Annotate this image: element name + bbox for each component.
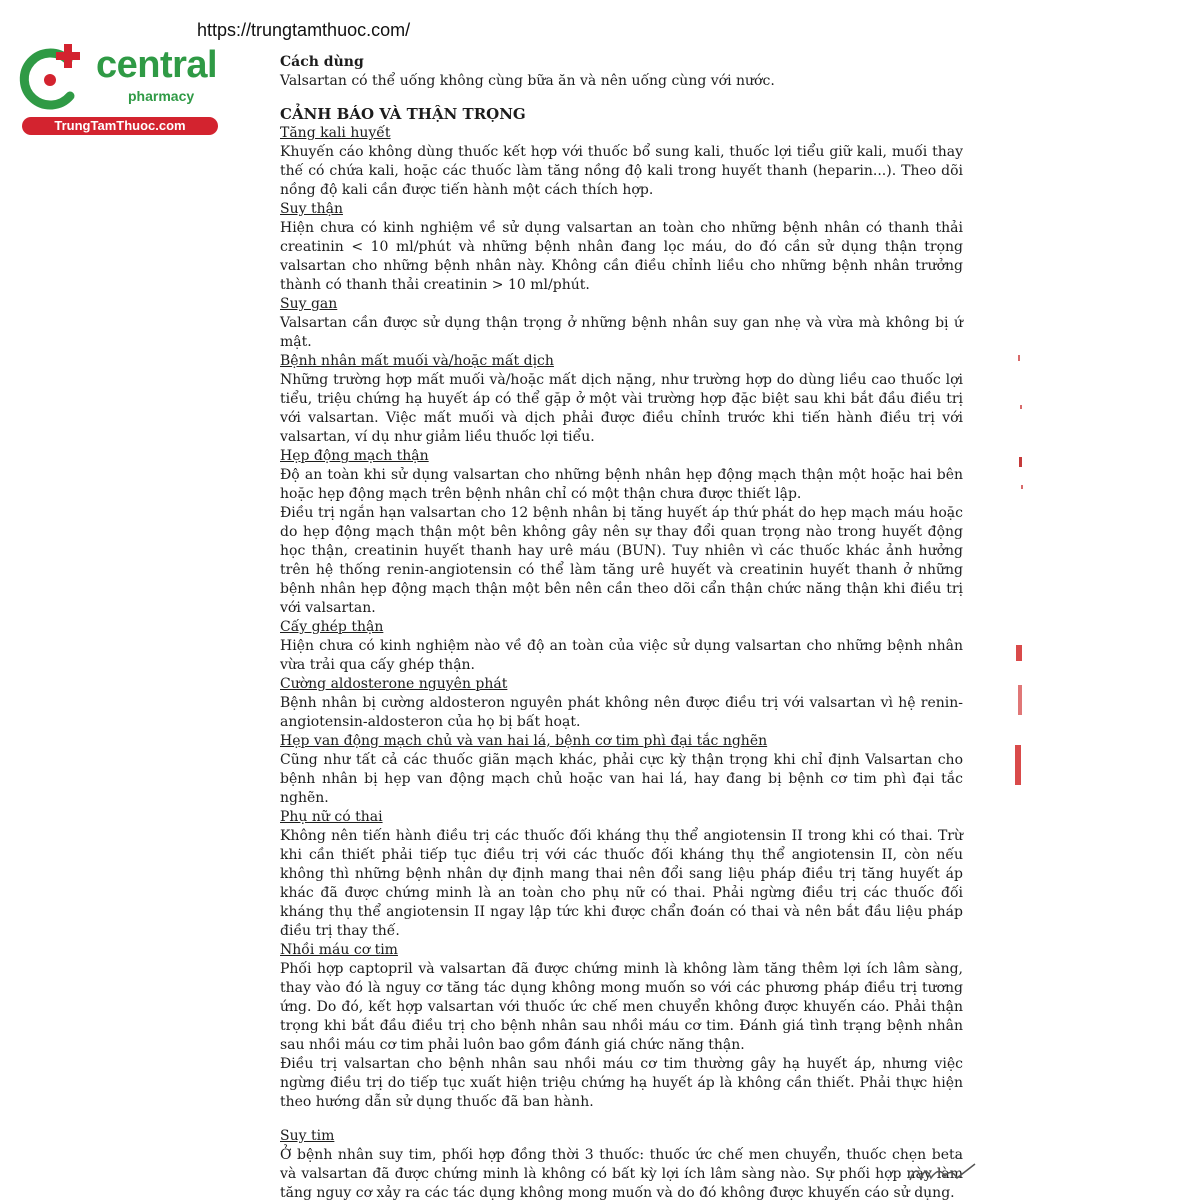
section-heading: Bệnh nhân mất muối và/hoặc mất dịch <box>280 353 554 369</box>
section-paragraph: Hiện chưa có kinh nghiệm nào về độ an toàn của việc sử dụng valsartan cho những bệnh nhân vừa trải qua cấy ghép thận. <box>280 638 963 673</box>
section-paragraph: Phối hợp captopril và valsartan đã được chứng minh là không làm tăng thêm lợi ích lâm sàng, thay vào đó là nguy cơ tăng tác dụng không mong muốn so với các phương pháp điều trị tương ứng. Do đó, kết hợp valsartan với thuốc ức chế men chuyển không được khuyến cáo. Phải thận trọng khi bắt đầu điều trị cho bệnh nhân sau nhồi máu cơ tim. Đánh giá tình trạng bệnh nhân sau nhồi máu cơ tim phải luôn bao gồm đánh giá chức năng thận. <box>280 961 963 1053</box>
section-heading: Suy tim <box>280 1128 335 1144</box>
brand-badge: TrungTamThuoc.com <box>22 117 218 135</box>
document-body <box>280 53 963 1203</box>
pharmacy-cross-logo-icon <box>10 38 90 118</box>
section-paragraph: Ở bệnh nhân suy tim, phối hợp đồng thời 3 thuốc: thuốc ức chế men chuyển, thuốc chẹn beta và valsartan đã được chứng minh là không có bất kỳ lợi ích lâm sàng nào. Sự phối hợp này làm tăng nguy cơ xảy ra các tác dụng không mong muốn và do đó không được khuyến cáo sử dụng. <box>280 1147 963 1201</box>
section-paragraph: Không nên tiến hành điều trị các thuốc đối kháng thụ thể angiotensin II trong khi có thai. Trừ khi cần thiết phải tiếp tục điều trị với các thuốc đối kháng thụ thể angiotensin II, còn nếu không thì những bệnh nhân dự định mang thai nên đổi sang liệu pháp điều trị tăng huyết áp khác đã được chứng minh là an toàn cho phụ nữ có thai. Phải ngừng điều trị các thuốc đối kháng thụ thể angiotensin II ngay lập tức khi được chẩn đoán có thai và nên bắt đầu liệu pháp điều trị thay thế. <box>280 828 963 939</box>
handwritten-signature <box>905 1158 985 1188</box>
section-paragraph: Hiện chưa có kinh nghiệm về sử dụng valsartan an toàn cho những bệnh nhân có thanh thải creatinin < 10 ml/phút và những bệnh nhân đang lọc máu, do đó cần sử dụng thận trọng valsartan cho những bệnh nhân này. Không cần điều chỉnh liều cho những bệnh nhân trưởng thành có thanh thải creatinin > 10 ml/phút. <box>280 220 963 293</box>
section-paragraph: Valsartan cần được sử dụng thận trọng ở những bệnh nhân suy gan nhẹ và vừa mà không bị ứ mật. <box>280 315 963 350</box>
section-heading: Cấy ghép thận <box>280 619 384 635</box>
central-pharmacy-logo[interactable] <box>10 38 218 138</box>
source-url[interactable]: https://trungtamthuoc.com/ <box>197 20 411 40</box>
section-heading: Nhồi máu cơ tim <box>280 942 398 958</box>
section-heading: Phụ nữ có thai <box>280 809 383 825</box>
brand-subtitle: pharmacy <box>128 88 195 104</box>
red-stamp-edge <box>1012 345 1032 795</box>
usage-title: Cách dùng <box>280 54 364 70</box>
section-paragraph: Độ an toàn khi sử dụng valsartan cho những bệnh nhân hẹp động mạch thận một hoặc hai bên hoặc hẹp động mạch trên bệnh nhân chỉ có một thận chưa được thiết lập. <box>280 467 963 502</box>
warning-title: CẢNH BÁO VÀ THẬN TRỌNG <box>280 105 526 123</box>
section-heading: Tăng kali huyết <box>280 125 391 141</box>
section-heading: Cường aldosterone nguyên phát <box>280 676 508 692</box>
section-paragraph: Bệnh nhân bị cường aldosteron nguyên phát không nên được điều trị với valsartan vì hệ renin-angiotensin-aldosteron của họ bị bất hoạt. <box>280 695 963 730</box>
section-heading: Suy gan <box>280 296 338 312</box>
section-paragraph: Điều trị valsartan cho bệnh nhân sau nhồi máu cơ tim thường gây hạ huyết áp, nhưng việc ngừng điều trị do tiếp tục xuất hiện triệu chứng hạ huyết áp là không cần thiết. Phải thực hiện theo hướng dẫn sử dụng thuốc đã ban hành. <box>280 1056 963 1110</box>
brand-name: central <box>96 44 218 86</box>
section-heading: Hẹp động mạch thận <box>280 448 429 464</box>
usage-text: Valsartan có thể uống không cùng bữa ăn và nên uống cùng với nước. <box>280 73 775 89</box>
section-heading: Suy thận <box>280 201 343 217</box>
warning-sections <box>280 124 963 1203</box>
section-paragraph: Điều trị ngắn hạn valsartan cho 12 bệnh nhân bị tăng huyết áp thứ phát do hẹp mạch máu hoặc do hẹp động mạch thận một bên không gây nên sự thay đổi quan trọng nào trong huyết động học thận, creatinin huyết thanh hay urê máu (BUN). Tuy nhiên vì các thuốc khác ảnh hưởng trên hệ thống renin-angiotensin có thể làm tăng urê huyết và creatinin huyết thanh ở những bệnh nhân hẹp động mạch thận một bên nên cần theo dõi cẩn thận chức năng thận khi điều trị với valsartan. <box>280 505 963 616</box>
section-heading: Hẹp van động mạch chủ và van hai lá, bệnh cơ tim phì đại tắc nghẽn <box>280 733 768 749</box>
section-paragraph: Những trường hợp mất muối và/hoặc mất dịch nặng, như trường hợp do dùng liều cao thuốc lợi tiểu, triệu chứng hạ huyết áp có thể gặp ở một vài trường hợp đặc biệt sau khi bắt đầu điều trị với valsartan. Việc mất muối và dịch phải được điều chỉnh trước khi tiến hành điều trị với valsartan, ví dụ như giảm liều thuốc lợi tiểu. <box>280 372 963 445</box>
section-paragraph: Khuyến cáo không dùng thuốc kết hợp với thuốc bổ sung kali, thuốc lợi tiểu giữ kali, muối thay thế có chứa kali, hoặc các thuốc làm tăng nồng độ kali trong huyết thanh (heparin...). Theo dõi nồng độ kali cần được tiến hành một cách thích hợp. <box>280 144 963 198</box>
section-paragraph: Cũng như tất cả các thuốc giãn mạch khác, phải cực kỳ thận trọng khi chỉ định Valsartan cho bệnh nhân bị hẹp van động mạch chủ hoặc van hai lá, hay đang bị bệnh cơ tim phì đại tắc nghẽn. <box>280 752 963 806</box>
